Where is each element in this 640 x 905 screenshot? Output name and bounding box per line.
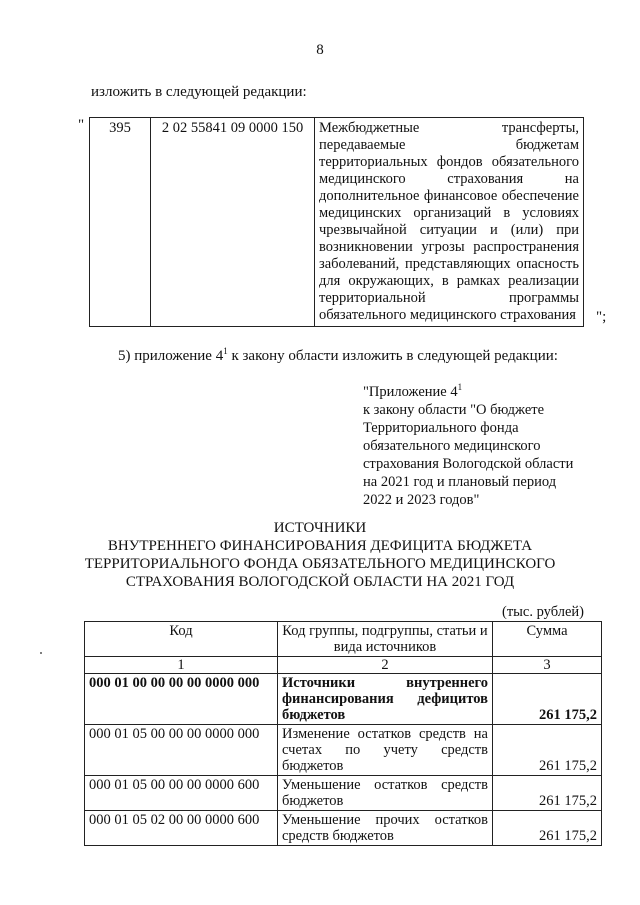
table-row	[90, 118, 584, 327]
name-cell: Источники внутреннего финансирования дефицитов бюджетов	[278, 674, 493, 725]
heading-line: ВНУТРЕННЕГО ФИНАНСИРОВАНИЯ ДЕФИЦИТА БЮДЖЕТА	[107, 538, 533, 554]
table-row	[85, 725, 602, 776]
table-header-row	[85, 622, 602, 657]
heading-line: ТЕРРИТОРИАЛЬНОГО ФОНДА ОБЯЗАТЕЛЬНОГО МЕДИЦИНСКОГО	[84, 556, 556, 572]
description-cell: Межбюджетные трансферты, передаваемые бюджетам территориальных фондов обязательного медицинского страхования на дополнительное финансовое обеспечение медицинских организаций в условиях чрезвычайной ситуации и (или) при возникновении угрозы распространения заболеваний, представляющих опасность для окружающих, в рамках реализации территориальной программы обязательного медицинского страхования	[315, 118, 584, 327]
item-5-prefix: 5) приложение 4	[118, 348, 224, 364]
margin-dot	[40, 652, 42, 654]
header-sum: Сумма	[493, 622, 602, 657]
intro-text: изложить в следующей редакции:	[91, 84, 307, 100]
header-code: Код	[85, 622, 278, 657]
code-cell: 000 01 05 02 00 00 0000 600	[85, 811, 278, 846]
appendix-line: 2022 и 2023 годов"	[363, 491, 480, 508]
unit-label: (тыс. рублей)	[502, 604, 584, 620]
table-row	[85, 776, 602, 811]
appendix-line: страхования Вологодской области	[363, 455, 574, 472]
item-5-suffix: к закону области изложить в следующей редакции:	[227, 348, 558, 364]
document-heading	[0, 519, 640, 591]
heading-line: ИСТОЧНИКИ	[273, 520, 367, 536]
table-row	[85, 811, 602, 846]
name-cell: Изменение остатков средств на счетах по учету средств бюджетов	[278, 725, 493, 776]
appendix-title-text: "Приложение 4	[363, 383, 458, 400]
table-row	[85, 674, 602, 725]
column-number: 1	[85, 657, 278, 674]
appendix-line: Территориального фонда	[363, 419, 519, 436]
appendix-title	[363, 378, 603, 401]
column-number: 2	[278, 657, 493, 674]
appendix-caption	[363, 378, 603, 509]
code-cell: 000 01 05 00 00 00 0000 600	[85, 776, 278, 811]
code-cell: 000 01 00 00 00 00 0000 000	[85, 674, 278, 725]
admin-code-cell: 395	[90, 118, 151, 327]
heading-line: СТРАХОВАНИЯ ВОЛОГОДСКОЙ ОБЛАСТИ НА 2021 ГОД	[125, 574, 515, 590]
sum-cell: 261 175,2	[493, 725, 602, 776]
item-5-sup: 1	[223, 346, 228, 356]
appendix-line: обязательного медицинского	[363, 437, 541, 454]
column-number-row	[85, 657, 602, 674]
sum-cell: 261 175,2	[493, 811, 602, 846]
name-cell: Уменьшение прочих остатков средств бюджетов	[278, 811, 493, 846]
sum-cell: 261 175,2	[493, 776, 602, 811]
appendix-line: к закону области "О бюджете	[363, 401, 545, 418]
sum-cell: 261 175,2	[493, 674, 602, 725]
budget-code-cell: 2 02 55841 09 0000 150	[151, 118, 315, 327]
item-5-text	[118, 346, 558, 365]
open-quote: "	[78, 117, 85, 133]
transfers-table	[89, 117, 584, 327]
appendix-title-sup: 1	[457, 382, 463, 392]
column-number: 3	[493, 657, 602, 674]
page-number: 8	[316, 42, 324, 58]
close-quote: ";	[596, 309, 607, 325]
name-cell: Уменьшение остатков средств бюджетов	[278, 776, 493, 811]
sources-table	[84, 621, 602, 846]
appendix-line: на 2021 год и плановый период	[363, 473, 557, 490]
code-cell: 000 01 05 00 00 00 0000 000	[85, 725, 278, 776]
header-name: Код группы, подгруппы, статьи и вида источников	[278, 622, 493, 657]
